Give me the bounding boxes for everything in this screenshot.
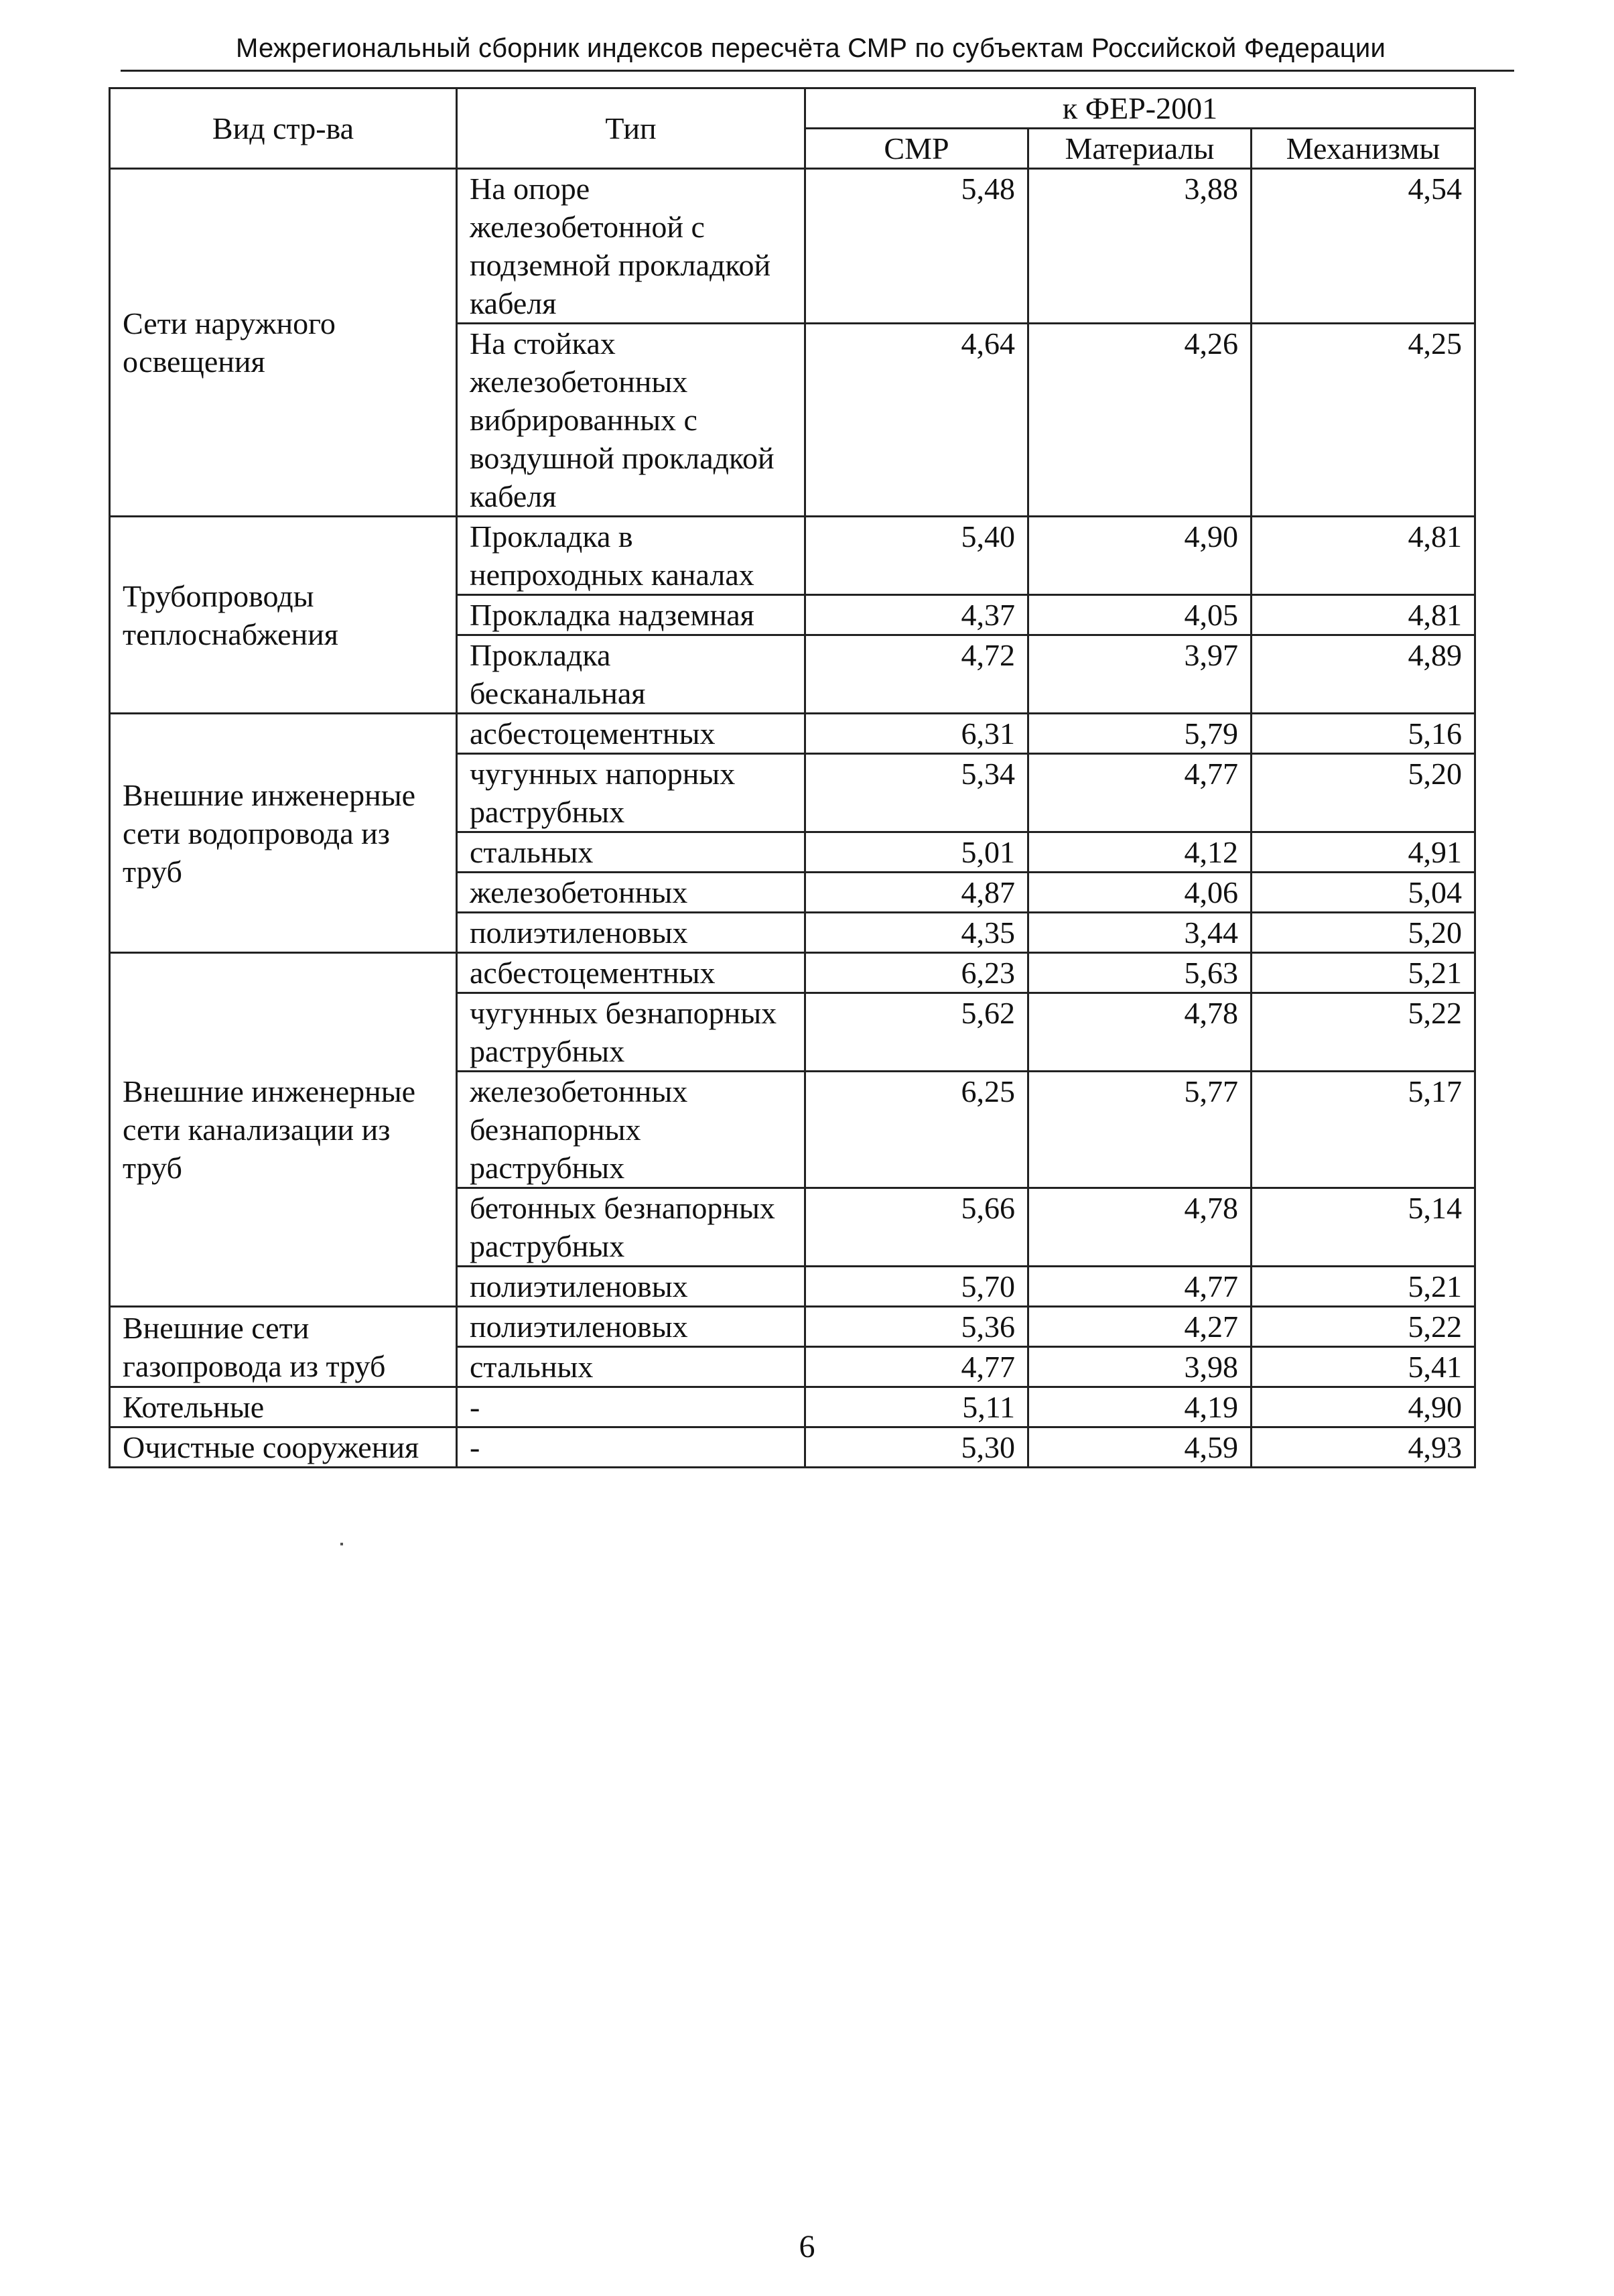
type-cell: Прокладка в непроходных каналах	[457, 517, 805, 595]
col-header-type: Тип	[457, 88, 805, 169]
smr-index-cell: 5,01	[805, 832, 1028, 873]
smr-index-cell: 5,34	[805, 754, 1028, 832]
materials-index-cell: 4,12	[1028, 832, 1252, 873]
type-cell: чугунных напорных раструбных	[457, 754, 805, 832]
materials-index-cell: 5,63	[1028, 953, 1252, 993]
table-row	[110, 1307, 1475, 1347]
col-header-machines: Механизмы	[1252, 129, 1475, 169]
materials-index-cell: 5,77	[1028, 1072, 1252, 1188]
machines-index-cell: 5,20	[1252, 913, 1475, 953]
smr-index-cell: 4,72	[805, 635, 1028, 714]
machines-index-cell: 5,22	[1252, 1307, 1475, 1347]
machines-index-cell: 5,21	[1252, 1267, 1475, 1307]
materials-index-cell: 4,26	[1028, 324, 1252, 517]
index-table	[109, 87, 1476, 1468]
machines-index-cell: 4,90	[1252, 1387, 1475, 1427]
machines-index-cell: 4,54	[1252, 169, 1475, 324]
type-cell: полиэтиленовых	[457, 1307, 805, 1347]
machines-index-cell: 4,25	[1252, 324, 1475, 517]
machines-index-cell: 4,81	[1252, 595, 1475, 635]
type-cell: Прокладка бесканальная	[457, 635, 805, 714]
type-cell: полиэтиленовых	[457, 1267, 805, 1307]
page-number: 6	[799, 2229, 815, 2265]
table-row	[110, 1427, 1475, 1468]
machines-index-cell: 5,14	[1252, 1188, 1475, 1267]
table-row	[110, 714, 1475, 754]
materials-index-cell: 4,19	[1028, 1387, 1252, 1427]
smr-index-cell: 6,25	[805, 1072, 1028, 1188]
smr-index-cell: 5,36	[805, 1307, 1028, 1347]
machines-index-cell: 5,16	[1252, 714, 1475, 754]
type-cell: -	[457, 1387, 805, 1427]
header-divider	[121, 70, 1514, 72]
machines-index-cell: 4,91	[1252, 832, 1475, 873]
materials-index-cell: 4,78	[1028, 1188, 1252, 1267]
smr-index-cell: 5,48	[805, 169, 1028, 324]
table-body	[110, 169, 1475, 1468]
materials-index-cell: 4,90	[1028, 517, 1252, 595]
smr-index-cell: 6,23	[805, 953, 1028, 993]
machines-index-cell: 5,22	[1252, 993, 1475, 1072]
construction-kind-cell: Внешние инженерные сети водопровода из труб	[110, 714, 457, 953]
construction-kind-cell: Котельные	[110, 1387, 457, 1427]
smr-index-cell: 5,62	[805, 993, 1028, 1072]
smr-index-cell: 5,40	[805, 517, 1028, 595]
type-cell: стальных	[457, 832, 805, 873]
machines-index-cell: 4,89	[1252, 635, 1475, 714]
col-header-materials: Материалы	[1028, 129, 1252, 169]
materials-index-cell: 4,78	[1028, 993, 1252, 1072]
materials-index-cell: 4,05	[1028, 595, 1252, 635]
type-cell: Прокладка надземная	[457, 595, 805, 635]
materials-index-cell: 3,88	[1028, 169, 1252, 324]
smr-index-cell: 5,30	[805, 1427, 1028, 1468]
scan-speck	[340, 1543, 343, 1545]
table-row	[110, 169, 1475, 324]
construction-kind-cell: Внешние сети газопровода из труб	[110, 1307, 457, 1387]
construction-kind-cell: Внешние инженерные сети канализации из труб	[110, 953, 457, 1307]
page-header-title: Межрегиональный сборник индексов пересчёта СМР по субъектам Российской Федерации	[235, 34, 1386, 63]
construction-kind-cell: Трубопроводы теплоснабжения	[110, 517, 457, 714]
materials-index-cell: 4,27	[1028, 1307, 1252, 1347]
type-cell: полиэтиленовых	[457, 913, 805, 953]
machines-index-cell: 4,93	[1252, 1427, 1475, 1468]
smr-index-cell: 5,66	[805, 1188, 1028, 1267]
col-header-kind: Вид стр-ва	[110, 88, 457, 169]
materials-index-cell: 3,44	[1028, 913, 1252, 953]
machines-index-cell: 5,41	[1252, 1347, 1475, 1387]
header-row-1	[110, 88, 1475, 129]
machines-index-cell: 5,17	[1252, 1072, 1475, 1188]
smr-index-cell: 5,70	[805, 1267, 1028, 1307]
machines-index-cell: 5,20	[1252, 754, 1475, 832]
materials-index-cell: 4,77	[1028, 754, 1252, 832]
smr-index-cell: 4,77	[805, 1347, 1028, 1387]
smr-index-cell: 4,35	[805, 913, 1028, 953]
type-cell: железобетонных безнапорных раструбных	[457, 1072, 805, 1188]
table-row	[110, 953, 1475, 993]
machines-index-cell: 5,21	[1252, 953, 1475, 993]
type-cell: стальных	[457, 1347, 805, 1387]
table-row	[110, 1387, 1475, 1427]
type-cell: асбестоцементных	[457, 953, 805, 993]
type-cell: На стойках железобетонных вибрированных с воздушной прокладкой кабеля	[457, 324, 805, 517]
col-header-group: к ФЕР-2001	[805, 88, 1475, 129]
machines-index-cell: 4,81	[1252, 517, 1475, 595]
type-cell: бетонных безнапорных раструбных	[457, 1188, 805, 1267]
construction-kind-cell: Сети наружного освещения	[110, 169, 457, 517]
type-cell: железобетонных	[457, 873, 805, 913]
smr-index-cell: 4,37	[805, 595, 1028, 635]
type-cell: чугунных безнапорных раструбных	[457, 993, 805, 1072]
type-cell: асбестоцементных	[457, 714, 805, 754]
col-header-smr: СМР	[805, 129, 1028, 169]
table-row	[110, 517, 1475, 595]
materials-index-cell: 3,97	[1028, 635, 1252, 714]
smr-index-cell: 5,11	[805, 1387, 1028, 1427]
materials-index-cell: 3,98	[1028, 1347, 1252, 1387]
materials-index-cell: 5,79	[1028, 714, 1252, 754]
smr-index-cell: 4,87	[805, 873, 1028, 913]
machines-index-cell: 5,04	[1252, 873, 1475, 913]
smr-index-cell: 4,64	[805, 324, 1028, 517]
materials-index-cell: 4,06	[1028, 873, 1252, 913]
type-cell: На опоре железобетонной с подземной прокладкой кабеля	[457, 169, 805, 324]
materials-index-cell: 4,59	[1028, 1427, 1252, 1468]
construction-kind-cell: Очистные сооружения	[110, 1427, 457, 1468]
type-cell: -	[457, 1427, 805, 1468]
materials-index-cell: 4,77	[1028, 1267, 1252, 1307]
smr-index-cell: 6,31	[805, 714, 1028, 754]
